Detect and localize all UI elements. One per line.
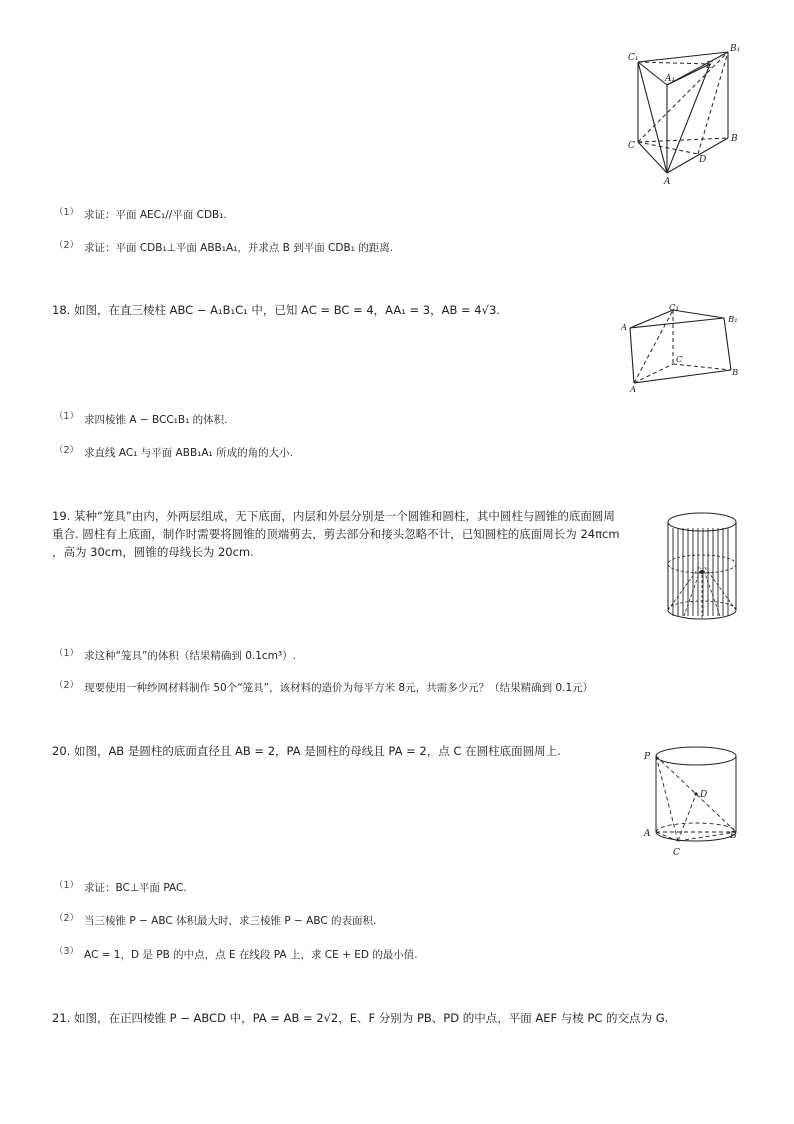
q20-label-c: C <box>673 848 680 858</box>
q19-part1-text: 求这种“笼具”的体积（结果精确到 0.1cm³）. <box>84 650 296 662</box>
q17-label-a1: A₁ <box>665 74 676 84</box>
q17-part2-number: （2） <box>54 240 80 251</box>
q17-label-c1: C₁ <box>628 53 639 63</box>
q18-label-a1: A <box>621 323 628 333</box>
q20-part2-number: （2） <box>54 913 80 924</box>
q18-label-c: C <box>676 355 683 365</box>
q17-label-c: C <box>628 141 635 151</box>
q18-label-c1: C₁ <box>669 303 679 313</box>
q21-stem: 21. 如图，在正四棱锥 P − ABCD 中，PA = AB = 2√2，E、F 分别为 PB、PD 的中点，平面 AEF 与棱 PC 的交点为 G. <box>52 1011 669 1025</box>
q20-part2-text: 当三棱锥 P − ABC 体积最大时，求三棱锥 P − ABC 的表面积. <box>84 915 377 927</box>
q18-part1-number: （1） <box>54 411 80 422</box>
q19-part2-text: 现要使用一种纱网材料制作 50个“笼具”，该材料的造价为每平方米 8元，共需多少元？（结果精确到 0.1元） <box>84 682 594 694</box>
q17-part1-number: （1） <box>54 207 80 218</box>
q18-label-b1: B₁ <box>728 315 738 325</box>
q17-label-b: B <box>731 134 738 144</box>
q20-part3-text: AC = 1，D 是 PB 的中点，点 E 在线段 PA 上，求 CE + ED 的最小值. <box>84 949 418 961</box>
q17-part2-text: 求证：平面 CDB₁⊥平面 ABB₁A₁，并求点 B 到平面 CDB₁ 的距离. <box>84 242 394 254</box>
q19-cage-figure <box>664 508 744 624</box>
q18-prism-figure <box>618 300 744 396</box>
q18-part1-text: 求四棱锥 A − BCC₁B₁ 的体积. <box>84 414 228 426</box>
q20-label-d: D <box>700 790 708 800</box>
q19-stem-line3: ，高为 30cm，圆锥的母线长为 20cm. <box>52 545 254 559</box>
q17-label-e: E <box>706 61 713 71</box>
q18-label-a: A <box>630 385 637 395</box>
q18-label-b: B <box>732 368 739 378</box>
q17-part1-text: 求证：平面 AEC₁//平面 CDB₁. <box>84 209 227 221</box>
q20-label-a: A <box>644 829 651 839</box>
q17-prism-figure <box>622 40 744 190</box>
q17-label-a: A <box>664 177 671 187</box>
q20-cylinder-figure <box>640 742 744 860</box>
q17-label-d: D <box>699 155 707 165</box>
q18-stem: 18. 如图，在直三棱柱 ABC − A₁B₁C₁ 中，已知 AC = BC = 4，AA₁ = 3，AB = 4√3. <box>52 303 500 317</box>
q19-part2-number: （2） <box>54 680 80 691</box>
q17-label-b1: B₁ <box>730 44 741 54</box>
q20-part3-number: （3） <box>54 946 80 957</box>
q19-stem-line2: 重合. 圆柱有上底面，制作时需要将圆锥的顶端剪去，剪去部分和接头忽略不计，已知圆柱的底面周长为 24πcm <box>52 527 620 541</box>
q20-label-p: P <box>644 752 651 762</box>
q18-part2-number: （2） <box>54 445 80 456</box>
q20-part1-number: （1） <box>54 880 80 891</box>
q20-stem: 20. 如图，AB 是圆柱的底面直径且 AB = 2，PA 是圆柱的母线且 PA = 2，点 C 在圆柱底面圆周上. <box>52 744 561 758</box>
q18-part2-text: 求直线 AC₁ 与平面 ABB₁A₁ 所成的角的大小. <box>84 447 293 459</box>
q19-part1-number: （1） <box>54 648 80 659</box>
q20-part1-text: 求证：BC⊥平面 PAC. <box>84 882 187 894</box>
q19-stem-line1: 19. 某种“笼具”由内，外两层组成，无下底面，内层和外层分别是一个圆锥和圆柱，其中圆柱与圆锥的底面圆周 <box>52 509 615 523</box>
q20-label-b: B <box>730 831 737 841</box>
